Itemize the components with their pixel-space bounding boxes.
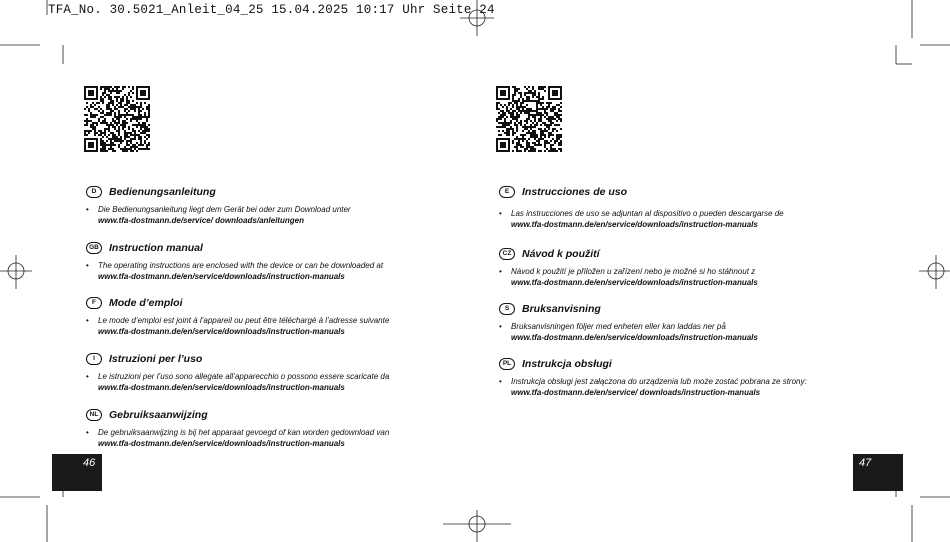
section-cz [499,246,829,288]
language-code-badge: E [499,186,515,198]
section-title: Návod k použití [522,248,600,260]
download-url: www.tfa-dostmann.de/en/service/downloads/instruction-manuals [511,333,758,342]
bullet-icon: • [86,372,89,381]
download-url: www.tfa-dostmann.de/en/service/downloads/instruction-manuals [511,278,758,287]
bullet-icon: • [86,316,89,325]
qr-code-left [84,86,150,152]
qr-finder-pattern [85,139,97,151]
download-url: www.tfa-dostmann.de/service/ downloads/anleitungen [98,216,304,225]
bullet-icon: • [86,205,89,214]
section-title: Instrucciones de uso [522,186,628,198]
section-text: Bruksanvisningen följer med enheten eller kan laddas ner på [511,322,726,331]
section-title: Instruction manual [109,242,203,254]
section-text: Instrukcja obsługi jest załączona do urządzenia lub może zostać pobrana ze strony: [511,377,807,386]
section-text: Le istruzioni per l’uso sono allegate all’apparecchio o possono essere scaricate da [98,372,390,381]
page-number-text: 46 [83,457,96,469]
section-text: De gebruiksaanwijzing is bij het apparaat gevoegd of kan worden gedownload van [98,428,390,437]
section-text: Návod k použití je přiložen u zařízení nebo je možné si ho stáhnout z [511,267,756,276]
page-number-left [52,454,102,491]
section-de [86,184,446,226]
language-code-badge: NL [86,409,102,421]
section-title: Bruksanvisning [522,303,601,315]
language-code-badge: CZ [499,248,515,260]
bullet-icon: • [499,267,502,276]
download-url: www.tfa-dostmann.de/en/service/ downloads/instruction-manuals [511,388,761,397]
download-url: www.tfa-dostmann.de/en/service/downloads/instruction-manuals [511,220,758,229]
section-text: The operating instructions are enclosed with the device or can be downloaded at [98,261,384,270]
page-number-text: 47 [859,457,872,469]
section-e [499,184,829,230]
bullet-icon: • [499,209,502,218]
download-url: www.tfa-dostmann.de/en/service/downloads/instruction-manuals [98,272,345,281]
page-number-right [853,454,903,491]
qr-finder-pattern [85,87,97,99]
section-i [86,351,446,393]
bullet-icon: • [86,261,89,270]
section-title: Istruzioni per l’uso [109,353,203,365]
download-url: www.tfa-dostmann.de/en/service/downloads/instruction-manuals [98,383,345,392]
language-code-badge: I [86,353,102,365]
qr-finder-pattern [549,87,561,99]
qr-code-right [496,86,562,152]
language-code-badge: D [86,186,102,198]
registration-mark-right [919,255,950,289]
registration-mark-left [0,255,32,289]
registration-mark-top [460,0,494,36]
section-f [86,295,446,337]
language-code-badge: F [86,297,102,309]
section-title: Bedienungsanleitung [109,186,216,198]
section-nl [86,407,446,449]
bullet-icon: • [499,377,502,386]
language-code-badge: GB [86,242,102,254]
print-slug-header: TFA_No. 30.5021_Anleit_04_25 15.04.2025 10:17 Uhr Seite 24 [48,3,495,17]
bullet-icon: • [86,428,89,437]
section-text: Die Bedienungsanleitung liegt dem Gerät bei oder zum Download unter [98,205,351,214]
language-code-badge: S [499,303,515,315]
qr-finder-pattern [497,139,509,151]
download-url: www.tfa-dostmann.de/en/service/downloads/instruction-manuals [98,439,345,448]
qr-finder-pattern [137,87,149,99]
section-title: Instrukcja obsługi [522,358,612,370]
registration-mark-bottom [443,510,511,542]
section-s [499,301,829,343]
download-url: www.tfa-dostmann.de/en/service/downloads/instruction-manuals [98,327,345,336]
qr-finder-pattern [497,87,509,99]
language-code-badge: PL [499,358,515,370]
bullet-icon: • [499,322,502,331]
section-gb [86,240,446,282]
section-title: Gebruiksaanwijzing [109,409,208,421]
section-pl [499,356,829,398]
section-text: Las instrucciones de uso se adjuntan al dispositivo o pueden descargarse de [511,209,784,218]
section-title: Mode d’emploi [109,297,183,309]
section-text: Le mode d’emploi est joint à l’appareil ou peut être téléchargé à l’adresse suivante [98,316,390,325]
